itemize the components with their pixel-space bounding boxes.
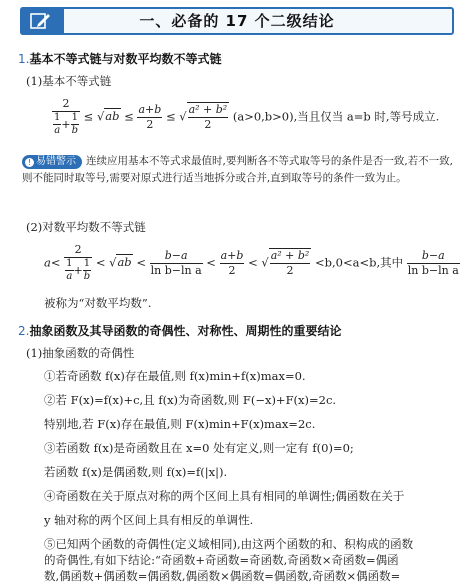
header-title: 一、必备的 17 个二级结论 — [139, 12, 335, 30]
formula-2: a< 2 $\frac{1}{a}$ + $\frac{1}{b}$ < √ab < $\frac{b-a}{\text{ln b−ln a}}$ < $\frac{a+b}{2}$ < √ $\frac{\text{a² + b²}}{2}$ <b,0<a<b,其中 $\frac{b-a}{\text{ln b−ln a}}$ — [44, 243, 459, 283]
section-1-title: 基本不等式链与对数平均数不等式链 — [29, 52, 222, 66]
section-2-heading: 2.抽象函数及其导函数的奇偶性、对称性、周期性的重要结论 — [18, 324, 342, 338]
harmonic-mean: 2 $\frac{1}{a}$ + $\frac{1}{b}$ — [54, 97, 78, 137]
subsection-1-1: (1)基本不等式链 — [26, 74, 112, 88]
warning-badge: ! 易错警示 — [22, 155, 82, 169]
warning-text: 连续应用基本不等式求最值时,要判断各不等式取等号的条件是否一致,若不一致,则不能同时取等号,需要对原式进行适当地拆分或合并,直到取等号的条件一致为止。 — [22, 155, 454, 184]
subsection-2-1: (1)抽象函数的奇偶性 — [26, 346, 135, 360]
line-3: 特别地,若 F(x)存在最值,则 F(x)min+F(x)max=2c. — [44, 417, 316, 431]
section-1-number: 1. — [18, 52, 30, 66]
section-header — [20, 7, 454, 35]
line-4: ③若函数 f(x)是奇函数且在 x=0 处有定义,则一定有 f(0)=0; — [44, 441, 354, 455]
arithmetic-mean: $\frac{a+b}{2}$ — [138, 103, 162, 131]
line-8: ⑤已知两个函数的奇偶性(定义域相同),由这两个函数的和、积构成的函数 — [44, 537, 414, 551]
line-9: 的奇偶性,有如下结论:“奇函数+奇函数=奇函数,奇函数×奇函数=偶函 — [44, 553, 399, 567]
line-10: 数,偶函数+偶函数=偶函数,偶函数×偶函数=偶函数,奇函数×偶函数= — [44, 569, 401, 583]
section-2-title: 抽象函数及其导函数的奇偶性、对称性、周期性的重要结论 — [29, 324, 342, 338]
formula-1-condition: (a>0,b>0),当且仅当 a=b 时,等号成立. — [232, 109, 440, 124]
formula-1: 2 $\frac{1}{a}$ + $\frac{1}{b}$ ≤ √ab ≤ $\frac{a+b}{2}$ ≤ √ $\frac{\text{a² + b²}}{2}$ (a>0,b>0),当且仅当 a=b 时,等号成立. — [54, 97, 440, 137]
line-1: ①若奇函数 f(x)存在最值,则 f(x)min+f(x)max=0. — [44, 369, 306, 383]
subsection-1-2: (2)对数平均数不等式链 — [26, 220, 146, 234]
section-1-heading — [18, 52, 221, 67]
geometric-mean: ab — [105, 109, 120, 124]
warning-note — [22, 153, 458, 187]
quadratic-mean: $\frac{\text{a² + b²}}{2}$ — [188, 103, 228, 131]
log-mean: $\frac{b-a}{\text{ln b−ln a}}$ — [150, 249, 202, 277]
log-mean-note: 被称为“对数平均数”. — [44, 296, 152, 310]
line-6: ④奇函数在关于原点对称的两个区间上具有相同的单调性;偶函数在关于 — [44, 489, 405, 503]
line-2: ②若 F(x)=f(x)+c,且 f(x)为奇函数,则 F(−x)+F(x)=2c. — [44, 393, 337, 407]
line-5: 若函数 f(x)是偶函数,则 f(x)=f(|x|). — [44, 465, 228, 479]
alert-icon: ! — [25, 158, 34, 167]
line-7: y 轴对称的两个区间上具有相反的单调性. — [44, 513, 254, 527]
